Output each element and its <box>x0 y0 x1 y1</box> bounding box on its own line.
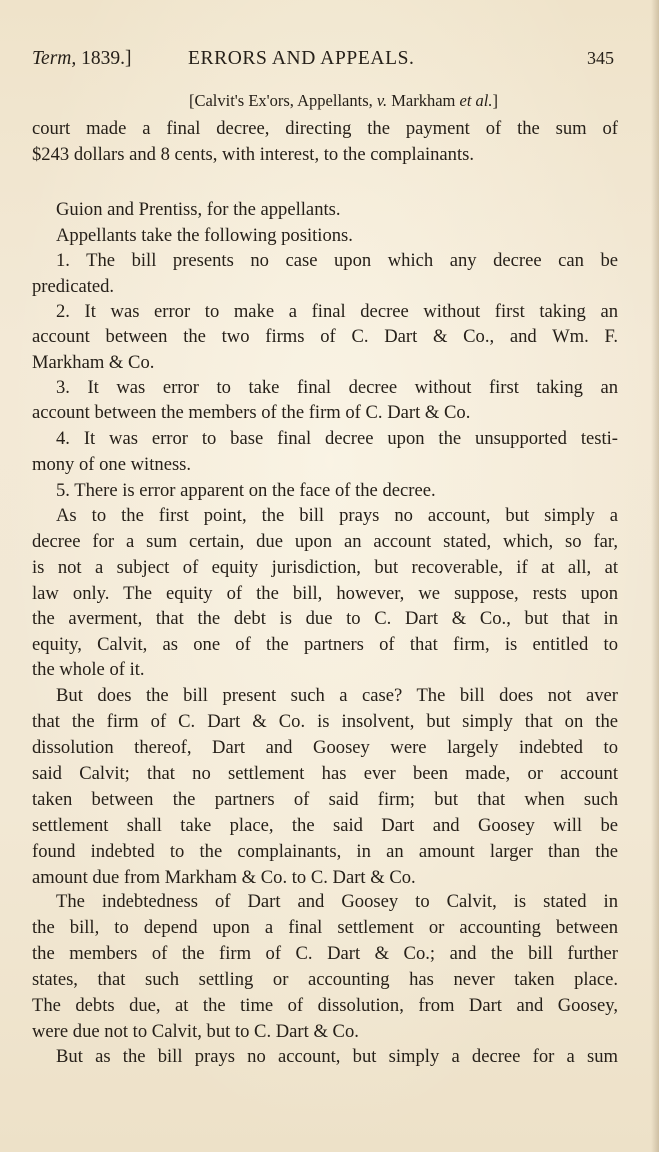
text-line: amount due from Markham & Co. to C. Dart & Co. <box>32 867 416 888</box>
case-caption <box>0 91 659 111</box>
text-line: $243 dollars and 8 cents, with interest, to the complainants. <box>32 144 475 165</box>
term-word: Term, <box>32 48 77 69</box>
text-line: Guion and Prentiss, for the appellants. <box>56 199 341 220</box>
running-head <box>32 48 614 76</box>
text-line: Markham & Co. <box>32 352 155 373</box>
text-line: taken between the partners of said firm; but that when such <box>32 789 618 810</box>
running-head-title: ERRORS AND APPEALS. <box>188 48 415 69</box>
caption-before: [Calvit's Ex'ors, Appellants, <box>188 91 377 110</box>
text-line: 3. It was error to take final decree without first taking an <box>56 377 618 398</box>
text-line: The debts due, at the time of dissolution, from Dart and Goosey, <box>32 995 618 1016</box>
text-line: the members of the firm of C. Dart & Co.; and the bill further <box>32 943 618 964</box>
text-line: mony of one witness. <box>32 454 192 475</box>
text-line: decree for a sum certain, due upon an account stated, which, so far, <box>32 531 618 552</box>
text-line: account between the two firms of C. Dart & Co., and Wm. F. <box>32 326 618 347</box>
text-line: But as the bill prays no account, but simply a decree for a sum <box>56 1046 618 1067</box>
text-line: equity, Calvit, as one of the partners of that firm, is entitled to <box>32 634 618 655</box>
text-line: the averment, that the debt is due to C. Dart & Co., but that in <box>32 608 618 629</box>
caption-mid: Markham <box>387 91 460 110</box>
text-line: The indebtedness of Dart and Goosey to Calvit, is stated in <box>56 891 618 912</box>
caption-et-al: et al. <box>459 91 493 110</box>
text-line: were due not to Calvit, but to C. Dart & Co. <box>32 1021 359 1042</box>
text-line: account between the members of the firm of C. Dart & Co. <box>32 402 471 423</box>
text-line: that the firm of C. Dart & Co. is insolvent, but simply that on the <box>32 711 618 732</box>
running-head-term <box>32 48 132 70</box>
text-line: 1. The bill presents no case upon which any decree can be <box>56 250 618 271</box>
text-line: predicated. <box>32 276 115 297</box>
text-line: 5. There is error apparent on the face of the decree. <box>56 480 436 501</box>
text-line: the whole of it. <box>32 659 145 680</box>
text-line: But does the bill present such a case? The bill does not aver <box>56 685 618 706</box>
text-line: settlement shall take place, the said Dart and Goosey will be <box>32 815 618 836</box>
text-line: As to the first point, the bill prays no account, but simply a <box>56 505 618 526</box>
page-edge-shadow <box>651 0 659 1152</box>
term-year: 1839.] <box>76 48 132 69</box>
text-line: law only. The equity of the bill, however, we suppose, rests upon <box>32 583 618 604</box>
text-line: Appellants take the following positions. <box>56 225 353 246</box>
text-line: is not a subject of equity jurisdiction, but recoverable, if at all, at <box>32 557 618 578</box>
text-line: court made a final decree, directing the payment of the sum of <box>32 118 618 139</box>
text-line: found indebted to the complainants, in an amount larger than the <box>32 841 618 862</box>
text-line: the bill, to depend upon a final settlement or accounting between <box>32 917 618 938</box>
text-line: states, that such settling or accounting has never taken place. <box>32 969 618 990</box>
text-line: 4. It was error to base final decree upon the unsupported testi- <box>56 428 618 449</box>
page-number: 345 <box>587 48 614 68</box>
text-line: dissolution thereof, Dart and Goosey were largely indebted to <box>32 737 618 758</box>
text-line: said Calvit; that no settlement has ever been made, or account <box>32 763 618 784</box>
caption-versus: v. <box>376 91 388 110</box>
text-line: 2. It was error to make a final decree without first taking an <box>56 301 618 322</box>
caption-after: ] <box>492 91 499 110</box>
